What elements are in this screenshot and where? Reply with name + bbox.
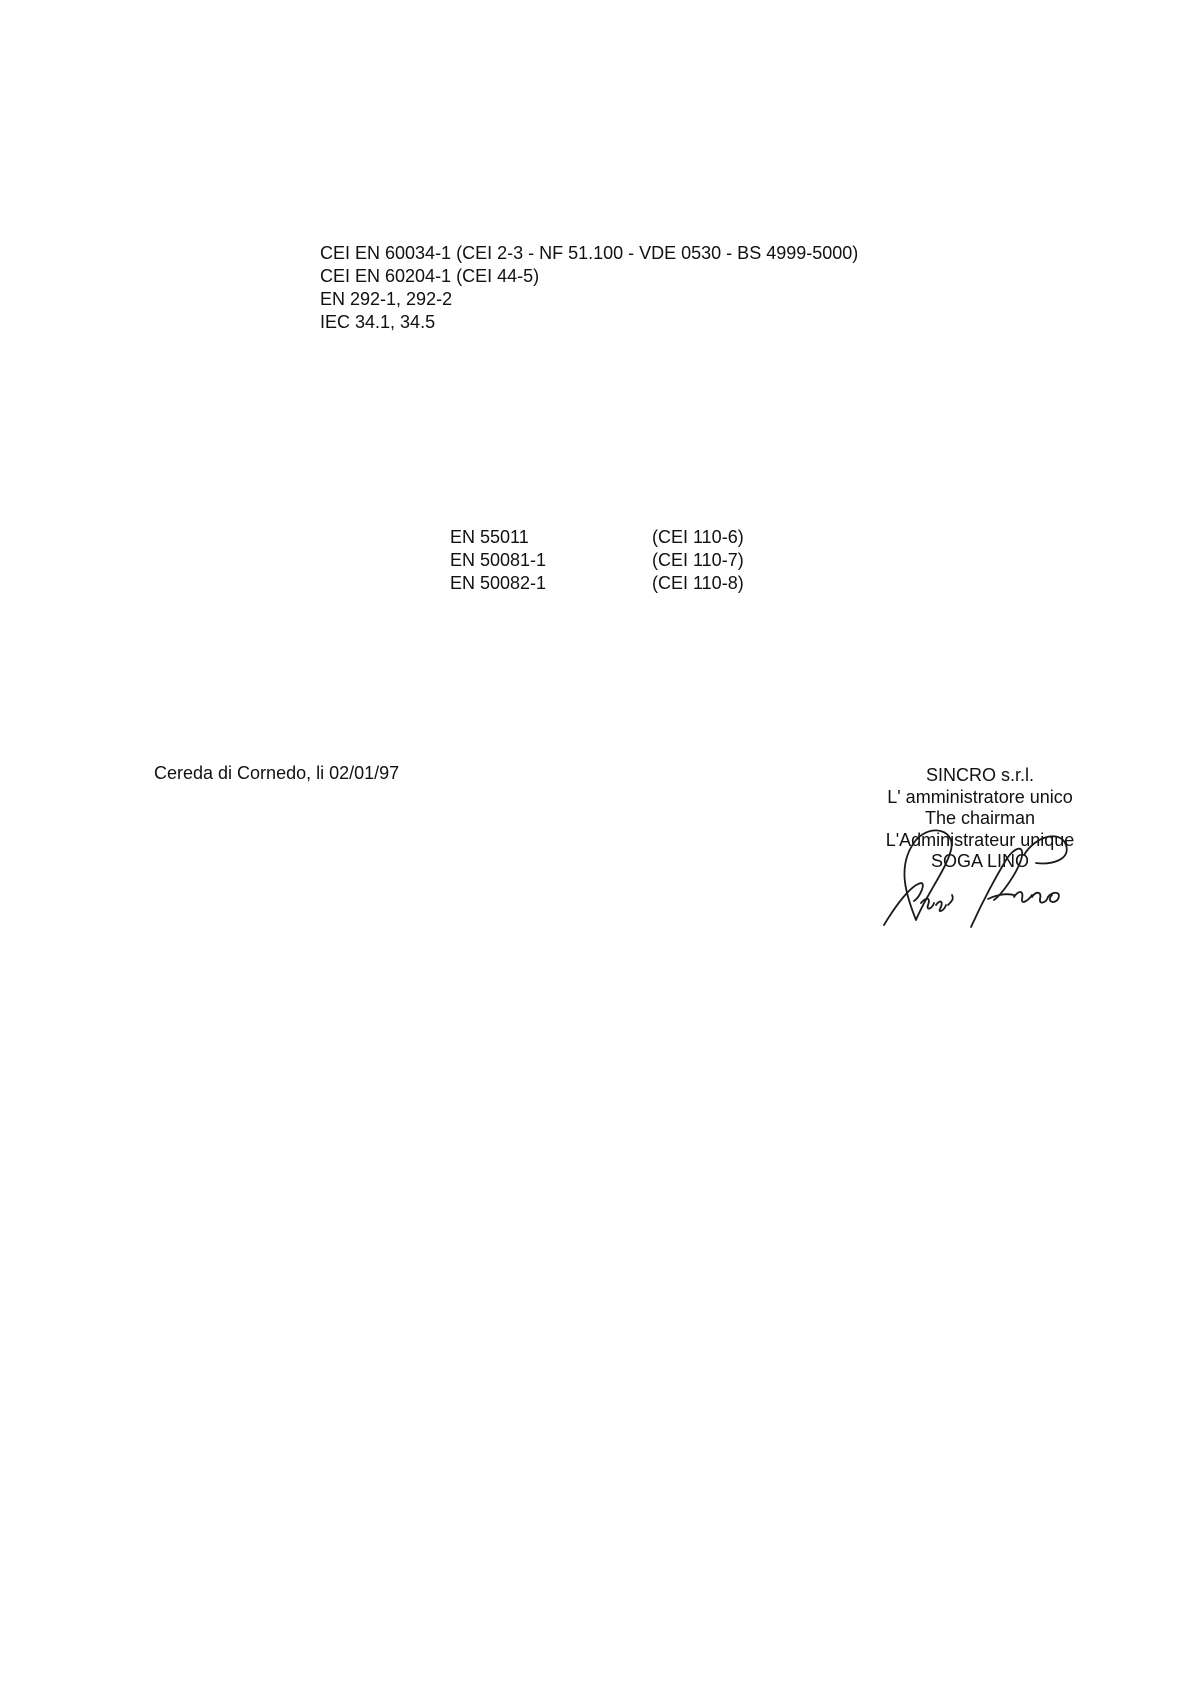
place-and-date: Cereda di Cornedo, li 02/01/97 (154, 763, 400, 783)
handwritten-signature-icon (876, 825, 1076, 935)
emc-code: EN 55011 (450, 527, 529, 547)
emc-equivalent: (CEI 110-7) (652, 550, 744, 570)
standard-line: EN 292-1, 292-2 (320, 289, 453, 309)
standard-line: CEI EN 60204-1 (CEI 44-5) (320, 266, 540, 286)
signer-title-fr: L'Administrateur unique (885, 829, 1075, 850)
standard-line: IEC 34.1, 34.5 (320, 312, 436, 332)
emc-code: EN 50082-1 (450, 573, 547, 593)
company-name: SINCRO s.r.l. (925, 765, 1034, 785)
emc-row (450, 572, 810, 595)
standards-list (320, 242, 960, 334)
signer-title-en: The chairman (924, 808, 1036, 828)
emc-equivalent: (CEI 110-6) (652, 527, 744, 547)
emc-row (450, 549, 810, 572)
emc-equivalent: (CEI 110-8) (652, 573, 744, 593)
emc-code: EN 50081-1 (450, 550, 547, 570)
signer-title-it: L' amministratore unico (887, 786, 1073, 807)
signer-name: SOGA LINO (930, 851, 1030, 871)
emc-standards-table (450, 526, 810, 595)
emc-row (450, 526, 810, 549)
standard-line: CEI EN 60034-1 (CEI 2-3 - NF 51.100 - VDE 0530 - BS 4999-5000) (320, 243, 859, 263)
